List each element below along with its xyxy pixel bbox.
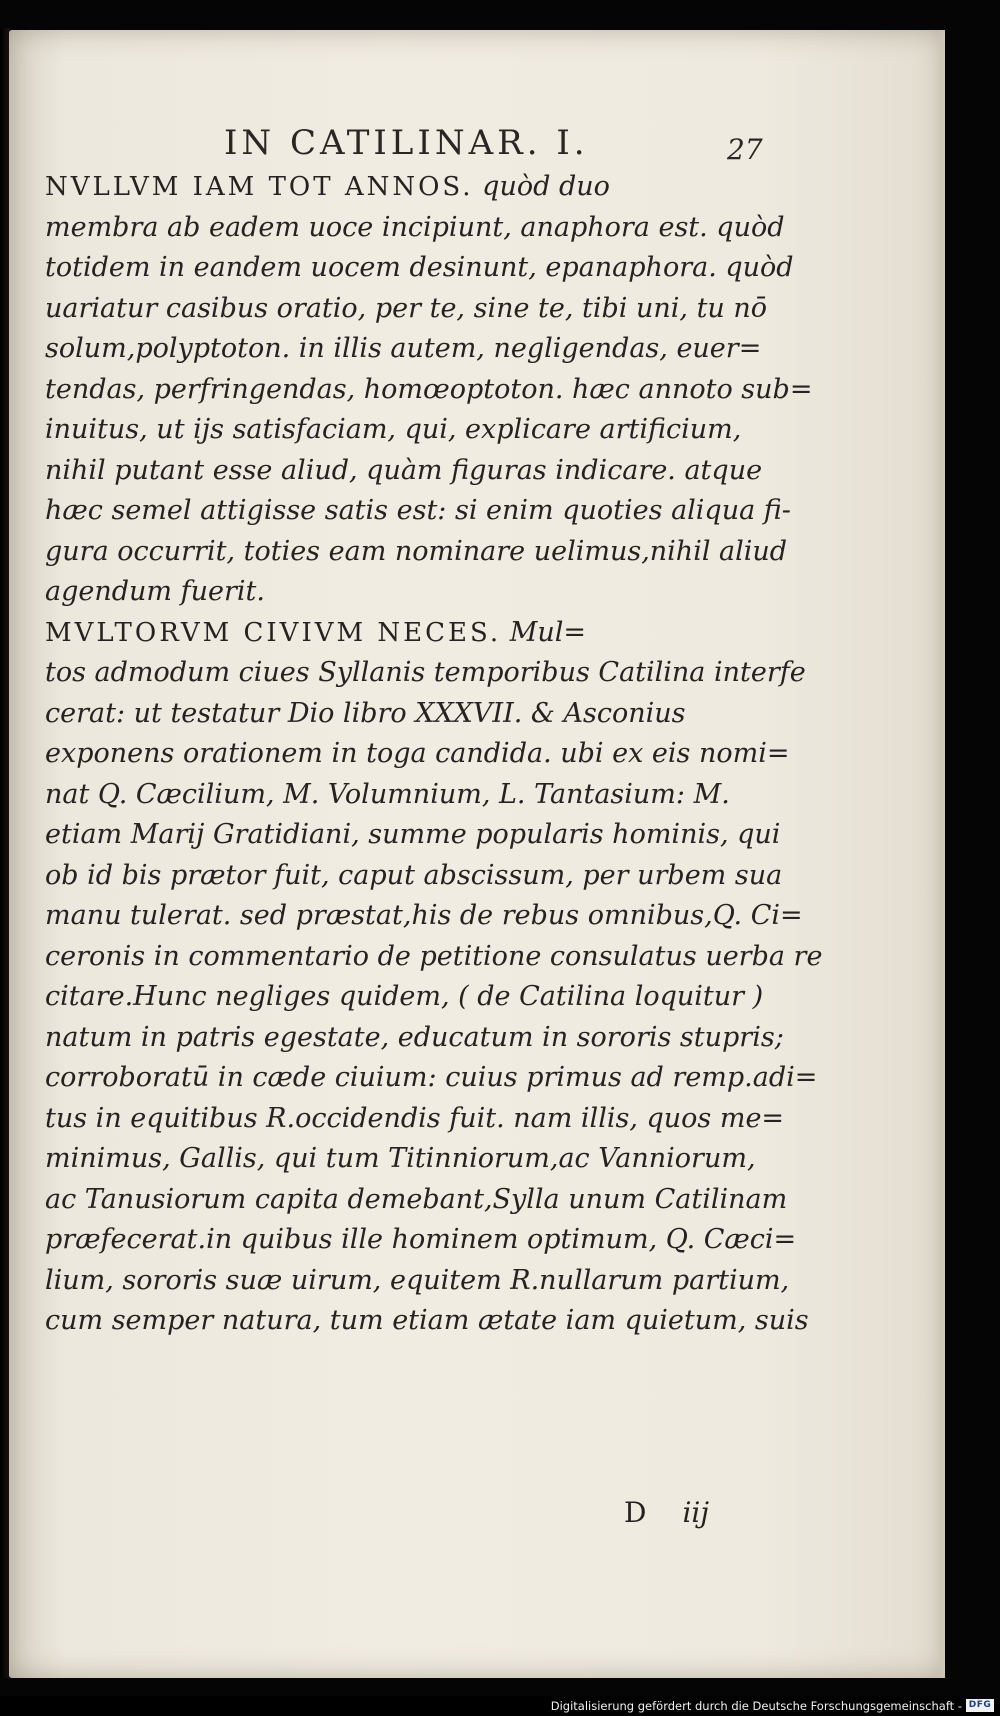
text-line [45,1301,835,1342]
text-line [45,1261,835,1302]
line-text: membra ab eadem uoce incipiunt, anaphora est. quòd [45,211,785,243]
line-text: natum in patris egestate, educatum in sororis stupris; [45,1021,784,1053]
text-line [45,694,835,735]
line-text: manu tulerat. sed præstat,his de rebus omnibus,Q. Ci= [45,900,803,931]
text-line [45,572,835,613]
line-text: quòd duo [473,171,610,202]
text-line [45,451,835,492]
line-text: cerat: ut testatur Dio libro XXXVII. & Asconius [45,697,686,729]
text-line [45,289,835,330]
line-text: etiam Marij Gratidiani, summe popularis hominis, qui [45,819,781,850]
text-line [45,208,835,249]
line-text: hæc semel attigisse satis est: si enim quoties aliqua fi- [45,495,791,526]
line-text: tos admodum ciues Syllanis temporibus Catilina interfe [45,657,806,688]
line-text: exponens orationem in toga candida. ubi ex eis nomi= [45,738,790,769]
text-line [45,815,835,856]
line-text: agendum fuerit. [45,576,265,607]
text-line [45,532,835,573]
line-text: nihil putant esse aliud, quàm figuras indicare. atque [45,454,763,486]
signature-numeral: iij [682,1496,710,1529]
line-text: lium, sororis suæ uirum, equitem R.nullarum partium, [45,1264,790,1296]
text-line [45,977,835,1018]
line-text: Mul= [501,616,587,648]
signature-mark [624,1496,709,1529]
running-title: IN CATILINAR. I. [224,123,589,163]
line-text: minimus, Gallis, qui tum Titinniorum,ac Vanniorum, [45,1143,756,1174]
line-text: ob id bis prætor fuit, caput abscissum, per urbem sua [45,859,783,891]
text-line [45,167,835,208]
text-line [45,410,835,451]
line-text: cum semper natura, tum etiam ætate iam quietum, suis [45,1305,809,1336]
line-text: citare.Hunc negliges quidem, ( de Catilina loquitur ) [45,981,764,1012]
line-text: ac Tanusiorum capita demebant,Sylla unum Catilinam [45,1183,788,1215]
text-line [45,937,835,978]
line-text: inuitus, ut ijs satisfaciam, qui, explicare artificium, [45,414,742,445]
line-text: solum,polyptoton. in illis autem, negligendas, euer= [45,333,762,364]
text-line [45,653,835,694]
text-line [45,370,835,411]
text-line [45,734,835,775]
text-line [45,248,835,289]
line-text: tendas, perfringendas, homœoptoton. hæc annoto sub= [45,373,813,405]
text-line [45,1139,835,1180]
line-text: gura occurrit, toties eam nominare uelimus,nihil aliud [45,535,788,567]
text-line [45,856,835,897]
lemma-heading: MVLTORVM CIVIVM NECES. [45,617,502,648]
page-edge [937,30,945,1678]
page-number: 27 [727,133,763,166]
text-line [45,896,835,937]
text-line [45,775,835,816]
line-text: totidem in eandem uocem desinunt, epanaphora. quòd [45,252,794,283]
body-text [45,167,835,1342]
book-page [9,30,945,1678]
text-line [45,1058,835,1099]
line-text: ceronis in commentario de petitione consulatus uerba re [45,940,823,972]
line-text: corroboratū in cæde ciuium: cuius primus ad remp.adi= [45,1062,818,1093]
line-text: præfecerat.in quibus ille hominem optimum, Q. Cæci= [45,1224,797,1255]
line-text: nat Q. Cæcilium, M. Volumnium, L. Tantasium: M. [45,778,730,810]
dfg-logo: DFG [966,1699,994,1712]
lemma-heading: NVLLVM IAM TOT ANNOS. [45,172,474,202]
text-line [45,491,835,532]
text-line [45,1018,835,1059]
line-text: tus in equitibus R.occidendis fuit. nam illis, quos me= [45,1102,785,1134]
text-line [45,329,835,370]
text-line [45,1220,835,1261]
funding-credit: Digitalisierung gefördert durch die Deutsche Forschungsgemeinschaft - [550,1699,962,1713]
text-line [45,613,835,654]
page-header [9,95,945,166]
text-line [45,1180,835,1221]
line-text: uariatur casibus oratio, per te, sine te, tibi uni, tu nō [45,292,768,324]
signature-letter: D [624,1496,647,1529]
footer-bar [0,1696,1000,1716]
text-line [45,1099,835,1140]
